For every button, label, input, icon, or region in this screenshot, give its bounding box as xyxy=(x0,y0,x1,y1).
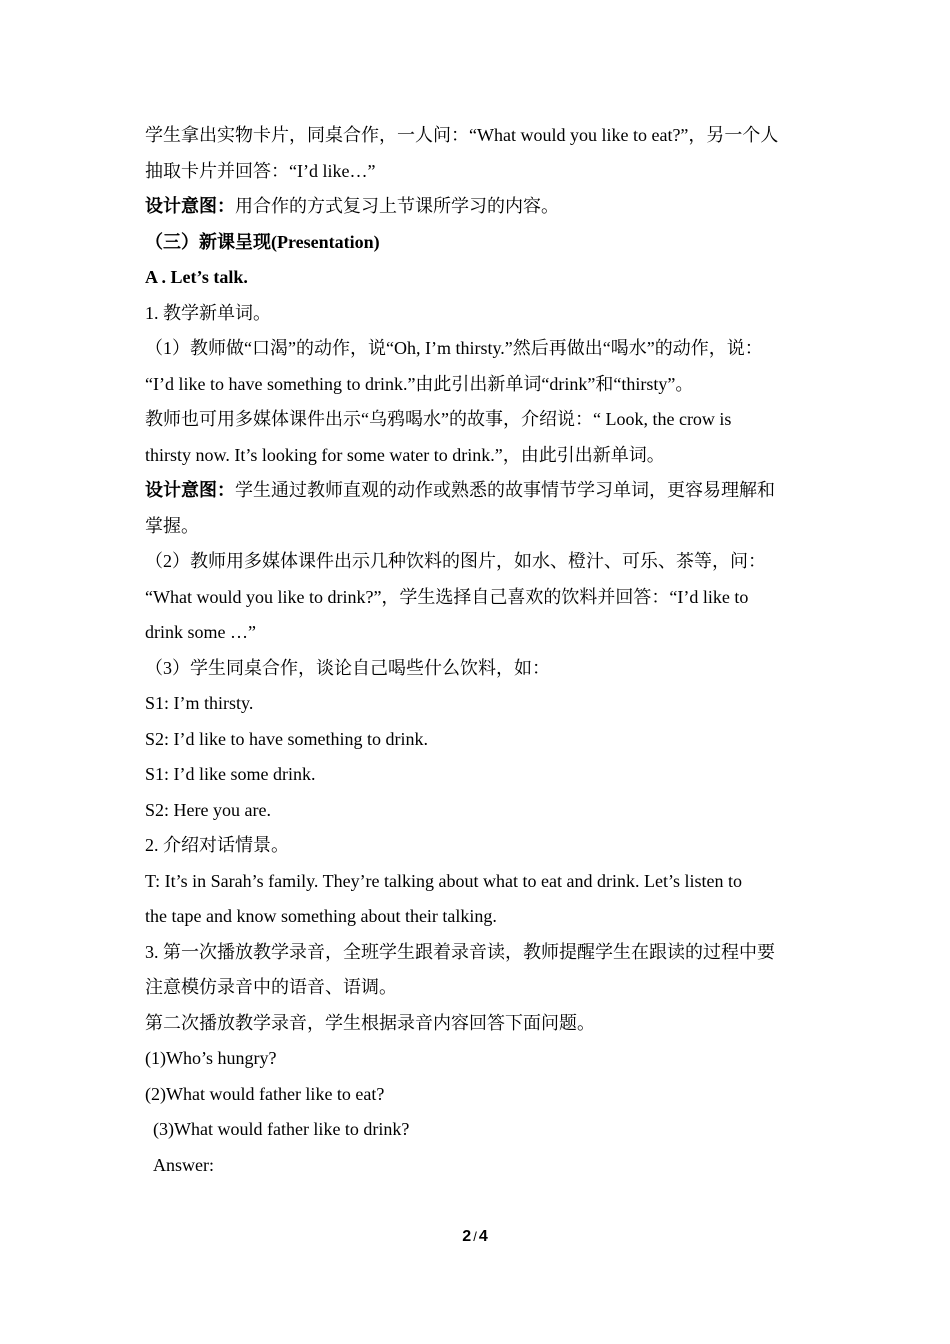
step-heading: 2. 介绍对话情景。 xyxy=(145,835,289,855)
paragraph-line: drink some …” xyxy=(145,622,256,642)
paragraph-line: 学生拿出实物卡片，同桌合作，一人问：“What would you like to eat?”，另一个人 xyxy=(145,125,779,145)
subsection-heading: A . Let’s talk. xyxy=(145,267,248,287)
paragraph-line: T: It’s in Sarah’s family. They’re talking about what to eat and drink. Let’s listen to xyxy=(145,870,742,891)
step-heading: 1. 教学新单词。 xyxy=(145,302,271,323)
question-line: (1)Who’s hungry? xyxy=(145,1048,277,1068)
question-line: (3)What would father like to drink? xyxy=(153,1119,410,1139)
dialogue-line: S2: Here you are. xyxy=(145,799,271,820)
page-number xyxy=(0,1228,950,1246)
paragraph-line: the tape and know something about their talking. xyxy=(145,906,497,926)
paragraph-line: 教师也可用多媒体课件出示“乌鸦喝水”的故事，介绍说：“ Look, the crow is xyxy=(145,409,732,429)
design-intent-label: 设计意图： xyxy=(145,196,235,216)
page-total: 4 xyxy=(478,1228,488,1245)
paragraph-line: （3）学生同桌合作，谈论自己喝些什么饮料，如： xyxy=(145,657,550,678)
design-intent-line xyxy=(145,189,810,225)
design-intent-label: 设计意图： xyxy=(145,480,235,500)
design-intent-line xyxy=(145,473,810,509)
page-separator: / xyxy=(473,1229,477,1244)
paragraph-line: （2）教师用多媒体课件出示几种饮料的图片，如水、橙汁、可乐、茶等，问： xyxy=(145,551,766,571)
dialogue-line: S2: I’d like to have something to drink. xyxy=(145,728,428,749)
answer-label: Answer: xyxy=(153,1154,214,1175)
paragraph-line: （1）教师做“口渴”的动作，说“Oh, I’m thirsty.”然后再做出“喝水”的动作，说： xyxy=(145,338,763,358)
design-intent-text: 用合作的方式复习上节课所学习的内容。 xyxy=(235,196,559,216)
design-intent-text: 学生通过教师直观的动作或熟悉的故事情节学习单词，更容易理解和 xyxy=(235,480,775,500)
paragraph-line: 抽取卡片并回答：“I’d like…” xyxy=(145,160,376,181)
question-line: (2)What would father like to eat? xyxy=(145,1083,385,1104)
paragraph-line: 注意模仿录音中的语音、语调。 xyxy=(145,977,397,997)
page-current: 2 xyxy=(462,1228,472,1245)
paragraph-line: “I’d like to have something to drink.”由此引出新单词“drink”和“thirsty”。 xyxy=(145,373,694,394)
document-body xyxy=(145,118,810,1183)
paragraph-line: 掌握。 xyxy=(145,515,199,536)
dialogue-line: S1: I’d like some drink. xyxy=(145,764,316,784)
paragraph-line: 第二次播放教学录音，学生根据录音内容回答下面问题。 xyxy=(145,1012,595,1033)
dialogue-line: S1: I’m thirsty. xyxy=(145,693,254,713)
paragraph-line: 3. 第一次播放教学录音，全班学生跟着录音读，教师提醒学生在跟读的过程中要 xyxy=(145,941,775,962)
paragraph-line: thirsty now. It’s looking for some water to drink.”，由此引出新单词。 xyxy=(145,444,665,465)
paragraph-line: “What would you like to drink?”，学生选择自己喜欢的饮料并回答：“I’d like to xyxy=(145,586,749,607)
section-heading: （三）新课呈现(Presentation) xyxy=(145,231,380,252)
